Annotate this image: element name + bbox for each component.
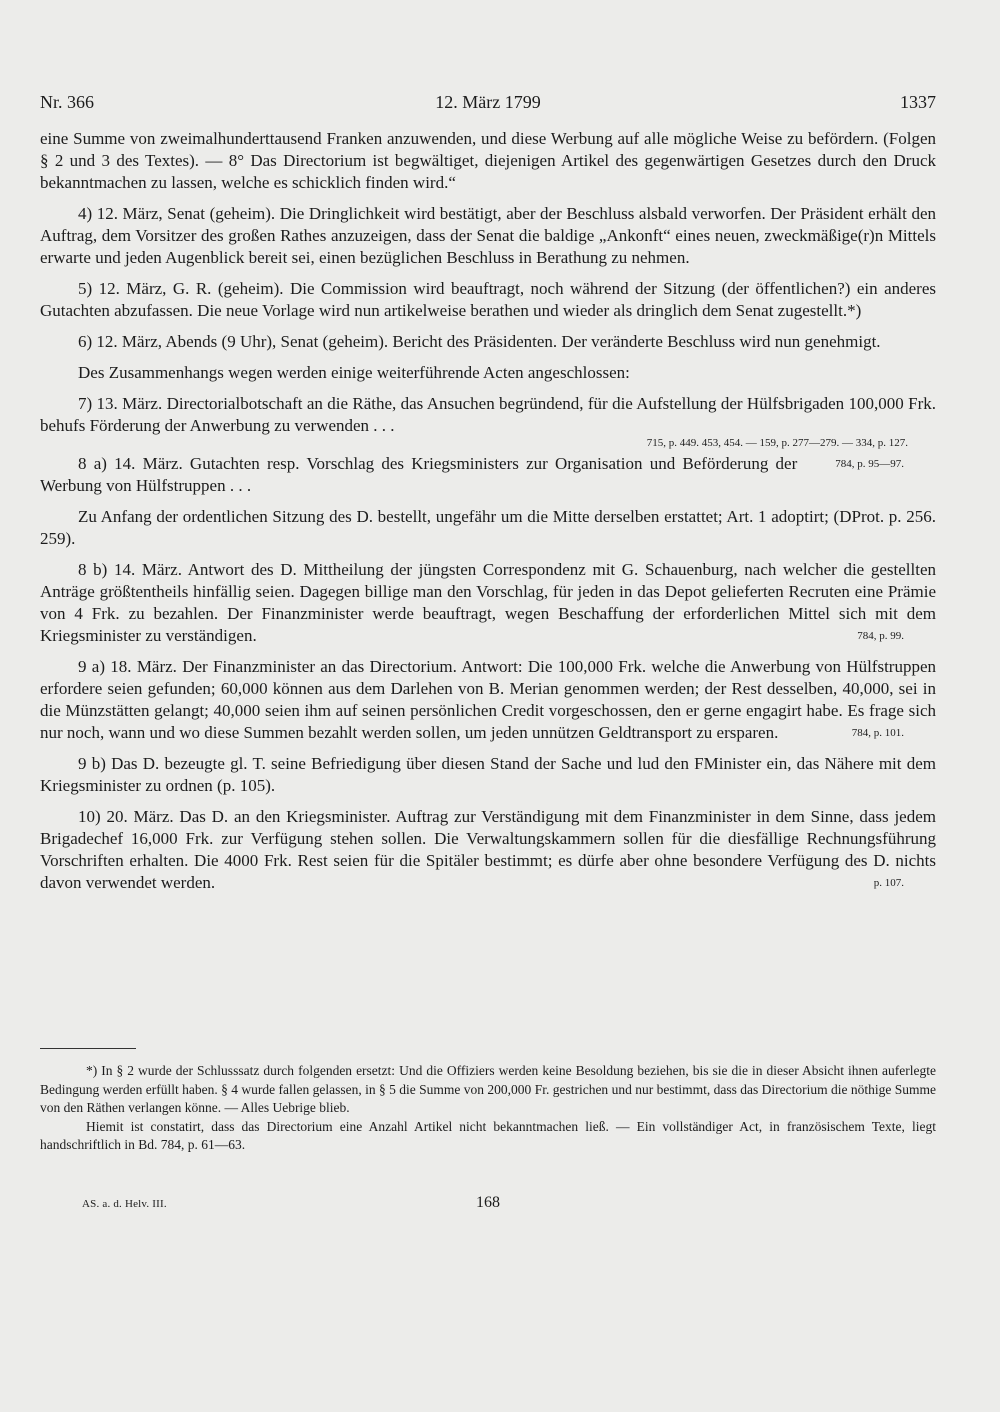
printer-signature: AS. a. d. Helv. III. [82, 1198, 167, 1210]
sheet-number: 168 [476, 1194, 500, 1211]
archive-reference: p. 107. [873, 877, 904, 889]
paragraph-item-6: 6) 12. März, Abends (9 Uhr), Senat (geheim). Bericht des Präsidenten. Der veränderte Beschluss wird nun genehmigt. [78, 332, 881, 351]
main-text [40, 128, 936, 903]
footnote: Hiemit ist constatirt, dass das Directorium eine Anzahl Artikel nicht bekanntmachen ließ. — Ein vollständiger Act, in französischem Texte, liegt handschriftlich in Bd. 784, p. 61—63. [40, 1118, 936, 1152]
page-header [40, 92, 936, 118]
paragraph-item-10 [40, 806, 936, 894]
footnote-divider [40, 1048, 136, 1049]
footnotes [40, 1062, 936, 1155]
paragraph-item-5: 5) 12. März, G. R. (geheim). Die Commission wird beauftragt, noch während der Sitzung (der öffentlichen?) ein anderes Gutachten abzufassen. Die neue Vorlage wird nun artikelweise berathen und wieder als dringlich dem Senat zugestellt.*) [40, 279, 936, 320]
paragraph-item-8a-text: 8 a) 14. März. Gutachten resp. Vorschlag des Kriegsministers zur Organisation und Beförderung der Werbung von Hülfstruppen . . . [40, 454, 798, 495]
paragraph-item-9a [40, 656, 936, 744]
paragraph-item-4: 4) 12. März, Senat (geheim). Die Dringlichkeit wird bestätigt, aber der Beschluss alsbald verworfen. Der Präsident erhält den Auftrag, dem Vorsitzer des großen Rathes anzuzeigen, dass der Senat die baldige „Ankonft“ eines neuen, zweckmäßige(r)n Mittels erwarte und jeden Augenblick bereit sei, einen bezüglichen Beschluss in Berathung zu nehmen. [40, 204, 936, 267]
footnote: *) In § 2 wurde der Schlusssatz durch folgenden ersetzt: Und die Offiziers werden keine Besoldung beziehen, bis sie die in dieser Absicht ihnen auferlegte Bedingung werden erfüllt haben. § 4 wurde fallen gelassen, in § 5 die Summe von 200,000 Fr. gestrichen und nur bestimmt, dass das Directorium die nöthige Summe von den Räthen verlangen könne. — Alles Uebrige blieb. [40, 1063, 936, 1115]
document-number: Nr. 366 [40, 92, 94, 112]
paragraph-item-10-text: 10) 20. März. Das D. an den Kriegsminister. Auftrag zur Verständigung mit dem Finanzminister in dem Sinne, dass jedem Brigadechef 16,000 Frk. zur Verfügung stehen sollen. Die Verwaltungskammern sollen für die diesfällige Rechnungsführung Vorschriften erhalten. Die 4000 Frk. Rest seien für die Spitäler bestimmt; es dürfe aber ohne besondere Verfügung des D. nichts davon verwendet werden. [40, 807, 936, 892]
paragraph-item-8a [40, 453, 936, 497]
archive-reference: 784, p. 101. [851, 727, 904, 739]
paragraph-connection-note: Des Zusammenhangs wegen werden einige weiterführende Acten angeschlossen: [78, 363, 630, 382]
paragraph-item-8b-text: 8 b) 14. März. Antwort des D. Mittheilung der jüngsten Correspondenz mit G. Schauenburg, nach welcher die gestellten Anträge größtentheils hinfällig seien. Dagegen billige man den Vorschlag, für jeden in das Depot gelieferten Recruten eine Prämie von 4 Frk. zu bezahlen. Der Finanzminister werde beauftragt, wegen Beschaffung der erforderlichen Mittel sich mit dem Kriegsminister zu verständigen. [40, 560, 936, 645]
paragraph-intro: eine Summe von zweimalhunderttausend Franken anzuwenden, und diese Werbung auf alle mögliche Weise zu befördern. (Folgen § 2 und 3 des Textes). — 8° Das Directorium ist begwältiget, diejenigen Artikel des gegenwärtigen Gesetzes durch den Druck bekanntmachen zu lassen, welche es schicklich finden wird.“ [40, 129, 936, 192]
archive-reference: 715, p. 449. 453, 454. — 159, p. 277—279. — 334, p. 127. [646, 437, 908, 449]
archive-reference: 784, p. 99. [857, 630, 904, 642]
header-date: 12. März 1799 [435, 92, 541, 112]
paragraph-item-7-text: 7) 13. März. Directorialbotschaft an die Räthe, das Ansuchen begründend, für die Aufstellung der Hülfsbrigaden 100,000 Frk. behufs Förderung der Anwerbung zu verwenden . . . [40, 394, 936, 435]
page-footer [40, 1194, 936, 1216]
paragraph-item-7 [40, 393, 936, 449]
page-number: 1337 [900, 92, 936, 112]
archive-reference: 784, p. 95—97. [835, 458, 904, 470]
paragraph-item-8a-note: Zu Anfang der ordentlichen Sitzung des D. bestellt, ungefähr um die Mitte derselben erstattet; Art. 1 adoptirt; (DProt. p. 256. 259). [40, 507, 936, 548]
paragraph-item-9a-text: 9 a) 18. März. Der Finanzminister an das Directorium. Antwort: Die 100,000 Frk. welche die Anwerbung von Hülfstruppen erfordere seien gefunden; 60,000 können aus dem Darlehen von B. Merian genommen werden; der Rest desselben, 40,000, sei in die Münzstätten gelangt; 40,000 seien ihm auf seinen persönlichen Credit vorgeschossen, den er gerne engagirt habe. Es frage sich nur noch, wann und wo diese Summen bezahlt werden sollen, um jeden unnützen Geldtransport zu ersparen. [40, 657, 936, 742]
paragraph-item-8b [40, 559, 936, 647]
paragraph-item-9b: 9 b) Das D. bezeugte gl. T. seine Befriedigung über diesen Stand der Sache und lud den FMinister ein, das Nähere mit dem Kriegsminister zu ordnen (p. 105). [40, 754, 936, 795]
